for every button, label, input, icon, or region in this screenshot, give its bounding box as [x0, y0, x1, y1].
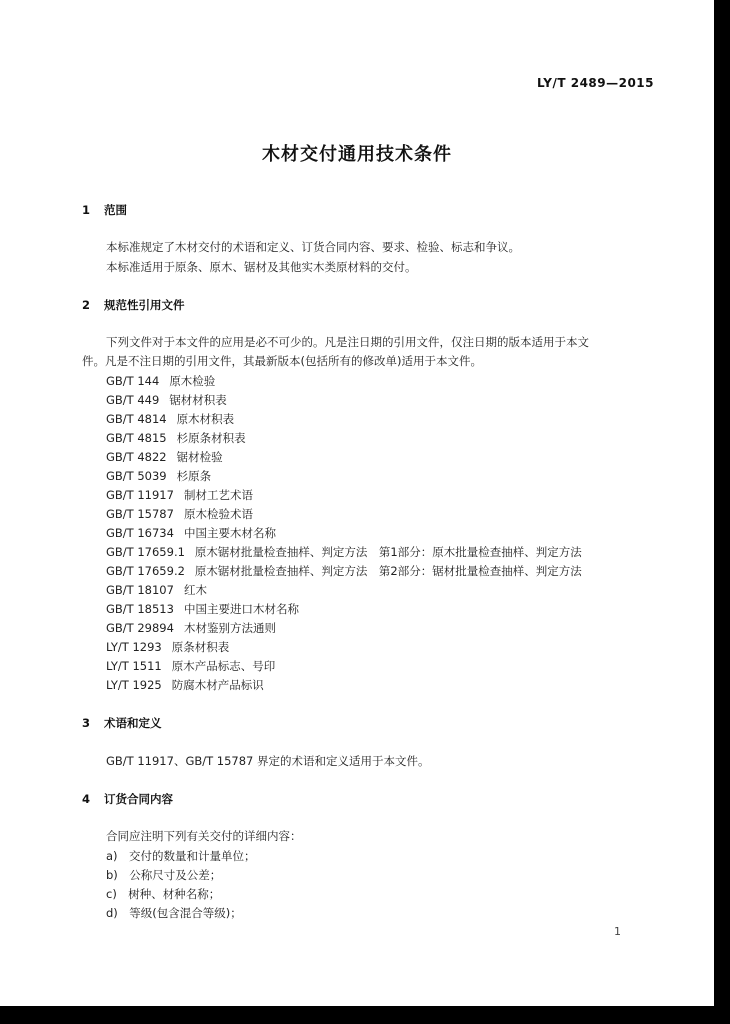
standard-code: LY/T 2489—2015 — [537, 76, 655, 90]
reference-item — [106, 506, 253, 522]
reference-item — [106, 620, 276, 636]
document-title: 木材交付通用技术条件 — [262, 144, 452, 165]
reference-title: 制材工艺术语 — [183, 488, 253, 502]
reference-title: 原木材积表 — [176, 412, 235, 426]
reference-title: 原条材积表 — [171, 640, 230, 654]
paragraph: 本标准适用于原条、原木、锯材及其他实木类原材料的交付。 — [106, 260, 417, 274]
reference-item — [106, 392, 227, 408]
reference-item — [106, 658, 275, 674]
reference-title: 红木 — [183, 583, 207, 597]
list-item: c) 树种、材种名称； — [106, 887, 221, 901]
reference-code: GB/T 18107 — [106, 583, 174, 597]
reference-title: 原木产品标志、号印 — [171, 659, 276, 673]
reference-item — [106, 525, 276, 541]
reference-code: GB/T 449 — [106, 393, 160, 407]
reference-code: GB/T 17659.1 — [106, 545, 185, 559]
reference-item — [106, 601, 299, 617]
reference-item — [106, 449, 223, 465]
reference-title: 锯材材积表 — [169, 393, 227, 407]
reference-code: LY/T 1511 — [106, 659, 162, 673]
section-title: 范围 — [104, 203, 127, 217]
reference-title: 锯材检验 — [176, 450, 223, 464]
paragraph: GB/T 11917、GB/T 15787 界定的术语和定义适用于本文件。 — [106, 754, 430, 768]
reference-title: 原木检验术语 — [183, 507, 253, 521]
reference-code: GB/T 17659.2 — [106, 564, 185, 578]
reference-title: 杉原条 — [176, 469, 212, 483]
reference-title: 防腐木材产品标识 — [171, 678, 264, 692]
list-item: a) 交付的数量和计量单位； — [106, 849, 256, 863]
reference-code: GB/T 11917 — [106, 488, 174, 502]
paragraph: 下列文件对于本文件的应用是必不可少的。凡是注日期的引用文件，仅注日期的版本适用于本文 — [106, 335, 589, 349]
reference-code: GB/T 4822 — [106, 450, 167, 464]
list-item: b) 公称尺寸及公差； — [106, 868, 222, 882]
reference-code: GB/T 4814 — [106, 412, 167, 426]
reference-item — [106, 430, 246, 446]
reference-title: 木材鉴别方法通则 — [183, 621, 276, 635]
section-number: 3 — [82, 716, 91, 730]
reference-code: GB/T 29894 — [106, 621, 174, 635]
section-number: 1 — [82, 203, 91, 217]
reference-code: GB/T 16734 — [106, 526, 174, 540]
section-number: 4 — [82, 792, 91, 806]
section-3-heading — [82, 715, 162, 731]
reference-title: 中国主要木材名称 — [183, 526, 276, 540]
reference-item — [106, 411, 234, 427]
section-number: 2 — [82, 298, 91, 312]
paragraph: 本标准规定了木材交付的术语和定义、订货合同内容、要求、检验、标志和争议。 — [106, 240, 520, 254]
reference-item — [106, 544, 582, 560]
paragraph: 件。凡是不注日期的引用文件，其最新版本(包括所有的修改单)适用于本文件。 — [82, 354, 482, 368]
reference-item — [106, 487, 253, 503]
reference-code: LY/T 1925 — [106, 678, 162, 692]
reference-title: 原木锯材批量检查抽样、判定方法 第2部分：锯材批量检查抽样、判定方法 — [194, 564, 582, 578]
page-number: 1 — [614, 925, 621, 938]
reference-title: 中国主要进口木材名称 — [183, 602, 299, 616]
list-item: d) 等级(包含混合等级)； — [106, 906, 242, 920]
reference-item — [106, 563, 582, 579]
reference-code: GB/T 4815 — [106, 431, 167, 445]
section-1-heading — [82, 202, 127, 218]
reference-code: GB/T 18513 — [106, 602, 174, 616]
reference-item — [106, 373, 215, 389]
section-2-heading — [82, 297, 185, 313]
paragraph: 合同应注明下列有关交付的详细内容： — [106, 829, 302, 843]
reference-item — [106, 582, 207, 598]
reference-title: 原木检验 — [169, 374, 216, 388]
reference-code: LY/T 1293 — [106, 640, 162, 654]
section-title: 规范性引用文件 — [104, 298, 185, 312]
reference-item — [106, 468, 211, 484]
reference-code: GB/T 15787 — [106, 507, 174, 521]
section-title: 术语和定义 — [104, 716, 162, 730]
reference-title: 原木锯材批量检查抽样、判定方法 第1部分：原木批量检查抽样、判定方法 — [194, 545, 582, 559]
reference-title: 杉原条材积表 — [176, 431, 246, 445]
reference-code: GB/T 144 — [106, 374, 160, 388]
reference-item — [106, 677, 264, 693]
reference-item — [106, 639, 229, 655]
reference-code: GB/T 5039 — [106, 469, 167, 483]
section-4-heading — [82, 791, 173, 807]
section-title: 订货合同内容 — [104, 792, 173, 806]
